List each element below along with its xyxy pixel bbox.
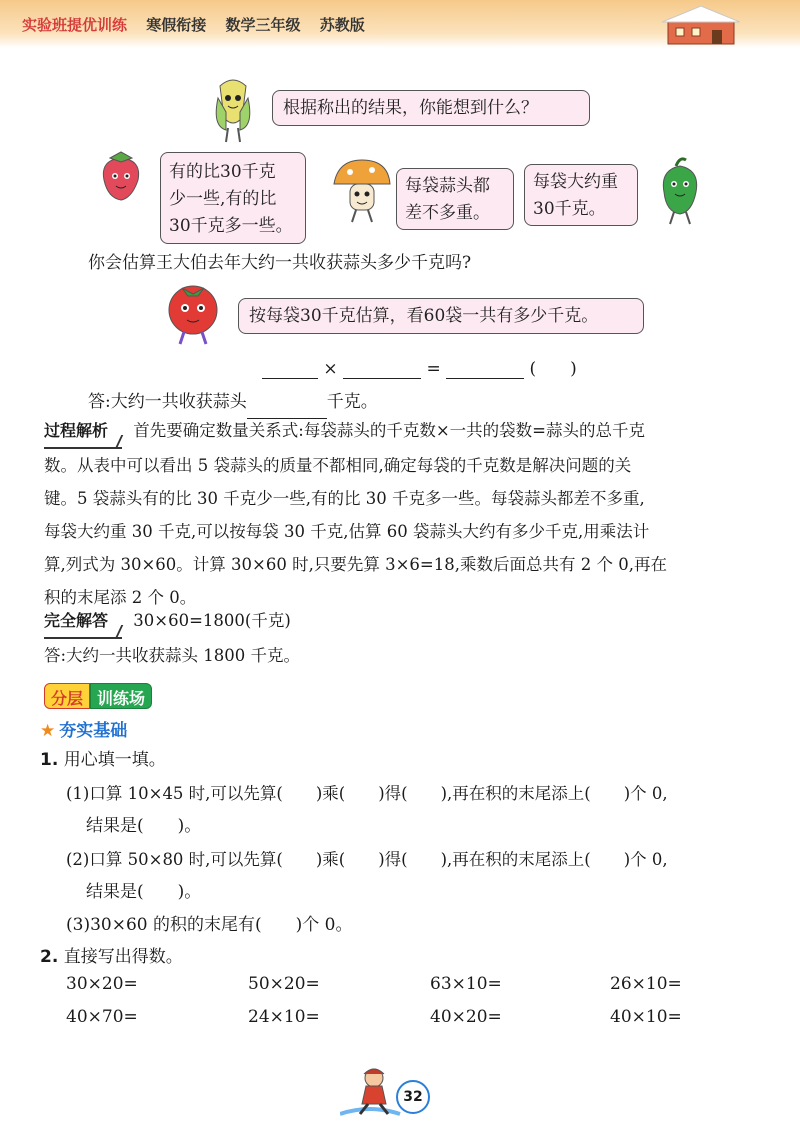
question-1a-line-1: (1)口算 10×45 时,可以先算( )乘( )得( ),再在积的末尾添上( )个 0, <box>66 784 668 803</box>
strawberry-speech-bubble <box>160 152 306 244</box>
factor-blank-1[interactable] <box>262 358 318 379</box>
header-subject: 数学三年级 <box>225 16 301 34</box>
corn-bubble-text: 根据称出的结果，你能想到什么？ <box>283 98 538 118</box>
calc-item: 63×10= <box>430 974 502 994</box>
times-sign: × <box>323 359 338 379</box>
equals-sign: = <box>426 359 441 379</box>
analysis-label: 过程解析 <box>44 414 122 449</box>
question-1-number: 1. <box>40 750 59 770</box>
section-subtitle-text: 夯实基础 <box>59 721 128 741</box>
question-2-number: 2. <box>40 947 59 967</box>
equation-row <box>262 354 577 379</box>
estimate-question: 你会估算王大伯去年大约一共收获蒜头多少千克吗? <box>88 253 472 273</box>
mushroom-speech-bubble <box>396 168 514 230</box>
calc-item: 40×10= <box>610 1007 682 1027</box>
pepper-bubble-line-1: 每袋大约重 <box>533 172 618 192</box>
header-part: 寒假衔接 <box>146 16 207 34</box>
analysis-paragraph <box>44 414 774 614</box>
question-1a-line-2: 结果是( )。 <box>86 816 202 836</box>
corn-character-icon <box>212 78 254 144</box>
calc-item: 40×20= <box>430 1007 502 1027</box>
analysis-line-3: 键。5 袋蒜头有的比 30 千克少一些,有的比 30 千克多一些。每袋蒜头都差不多重, <box>44 489 645 508</box>
corn-speech-bubble <box>272 90 590 126</box>
section-badge-part-2: 训练场 <box>90 683 152 709</box>
calc-item: 40×70= <box>66 1007 138 1027</box>
mushroom-character-icon <box>330 156 394 226</box>
page-number: 32 <box>396 1080 430 1114</box>
question-2 <box>40 941 780 974</box>
solution-block <box>44 604 774 672</box>
header-edition: 苏教版 <box>319 16 365 34</box>
solution-label: 完全解答 <box>44 604 122 639</box>
analysis-line-6: 积的末尾添 2 个 0。 <box>44 588 197 607</box>
question-1-title: 用心填一填。 <box>63 750 166 770</box>
header-series: 实验班提优训练 <box>22 16 128 34</box>
section-subtitle <box>40 716 127 741</box>
strawberry-bubble-line-1: 有的比30千克 <box>169 162 276 182</box>
tomato-character-icon <box>160 282 226 346</box>
mushroom-bubble-line-1: 每袋蒜头都 <box>405 176 490 196</box>
calc-item: 24×10= <box>248 1007 320 1027</box>
footer-mascot-icon <box>340 1064 402 1120</box>
product-blank[interactable] <box>446 358 524 379</box>
question-1b-line-2: 结果是( )。 <box>86 882 202 902</box>
analysis-line-1: 首先要确定数量关系式:每袋蒜头的千克数×一共的袋数=蒜头的总千克 <box>133 421 645 440</box>
mushroom-bubble-line-2: 差不多重。 <box>405 203 490 223</box>
header-title <box>22 14 379 35</box>
question-1b-line-1: (2)口算 50×80 时,可以先算( )乘( )得( ),再在积的末尾添上( )个 0, <box>66 850 668 869</box>
answer-suffix: 千克。 <box>326 392 378 412</box>
question-1 <box>40 744 780 942</box>
calc-item: 30×20= <box>66 974 138 994</box>
solution-formula: 30×60=1800(千克) <box>133 611 291 630</box>
section-badge <box>44 683 152 709</box>
question-1c-line-1: (3)30×60 的积的末尾有( )个 0。 <box>66 915 353 935</box>
tomato-bubble-text: 按每袋30千克估算，看60袋一共有多少千克。 <box>249 306 599 326</box>
analysis-line-5: 算,列式为 30×60。计算 30×60 时,只要先算 3×6=18,乘数后面总共有 2 个 0,再在 <box>44 555 667 574</box>
calc-item: 50×20= <box>248 974 320 994</box>
strawberry-bubble-line-2: 少一些,有的比 <box>169 189 277 209</box>
strawberry-character-icon <box>96 150 146 202</box>
analysis-line-2: 数。从表中可以看出 5 袋蒜头的质量不都相同,确定每袋的千克数是解决问题的关 <box>44 456 632 475</box>
pepper-bubble-line-2: 30千克。 <box>533 199 606 219</box>
factor-blank-2[interactable] <box>343 358 421 379</box>
unit-paren: ( ) <box>529 359 577 379</box>
tomato-speech-bubble <box>238 298 644 334</box>
section-badge-part-1: 分层 <box>44 683 90 709</box>
pepper-character-icon <box>650 156 710 226</box>
question-2-title: 直接写出得数。 <box>63 947 183 967</box>
star-icon: ★ <box>40 721 56 741</box>
house-icon <box>662 6 740 46</box>
pepper-speech-bubble <box>524 164 638 226</box>
answer-prefix: 答:大约一共收获蒜头 <box>88 392 247 412</box>
strawberry-bubble-line-3: 30千克多一些。 <box>169 216 293 236</box>
analysis-line-4: 每袋大约重 30 千克,可以按每袋 30 千克,估算 60 袋蒜头大约有多少千克,用乘法计 <box>44 522 650 541</box>
solution-answer: 答:大约一共收获蒜头 1800 千克。 <box>44 646 301 665</box>
calc-item: 26×10= <box>610 974 682 994</box>
